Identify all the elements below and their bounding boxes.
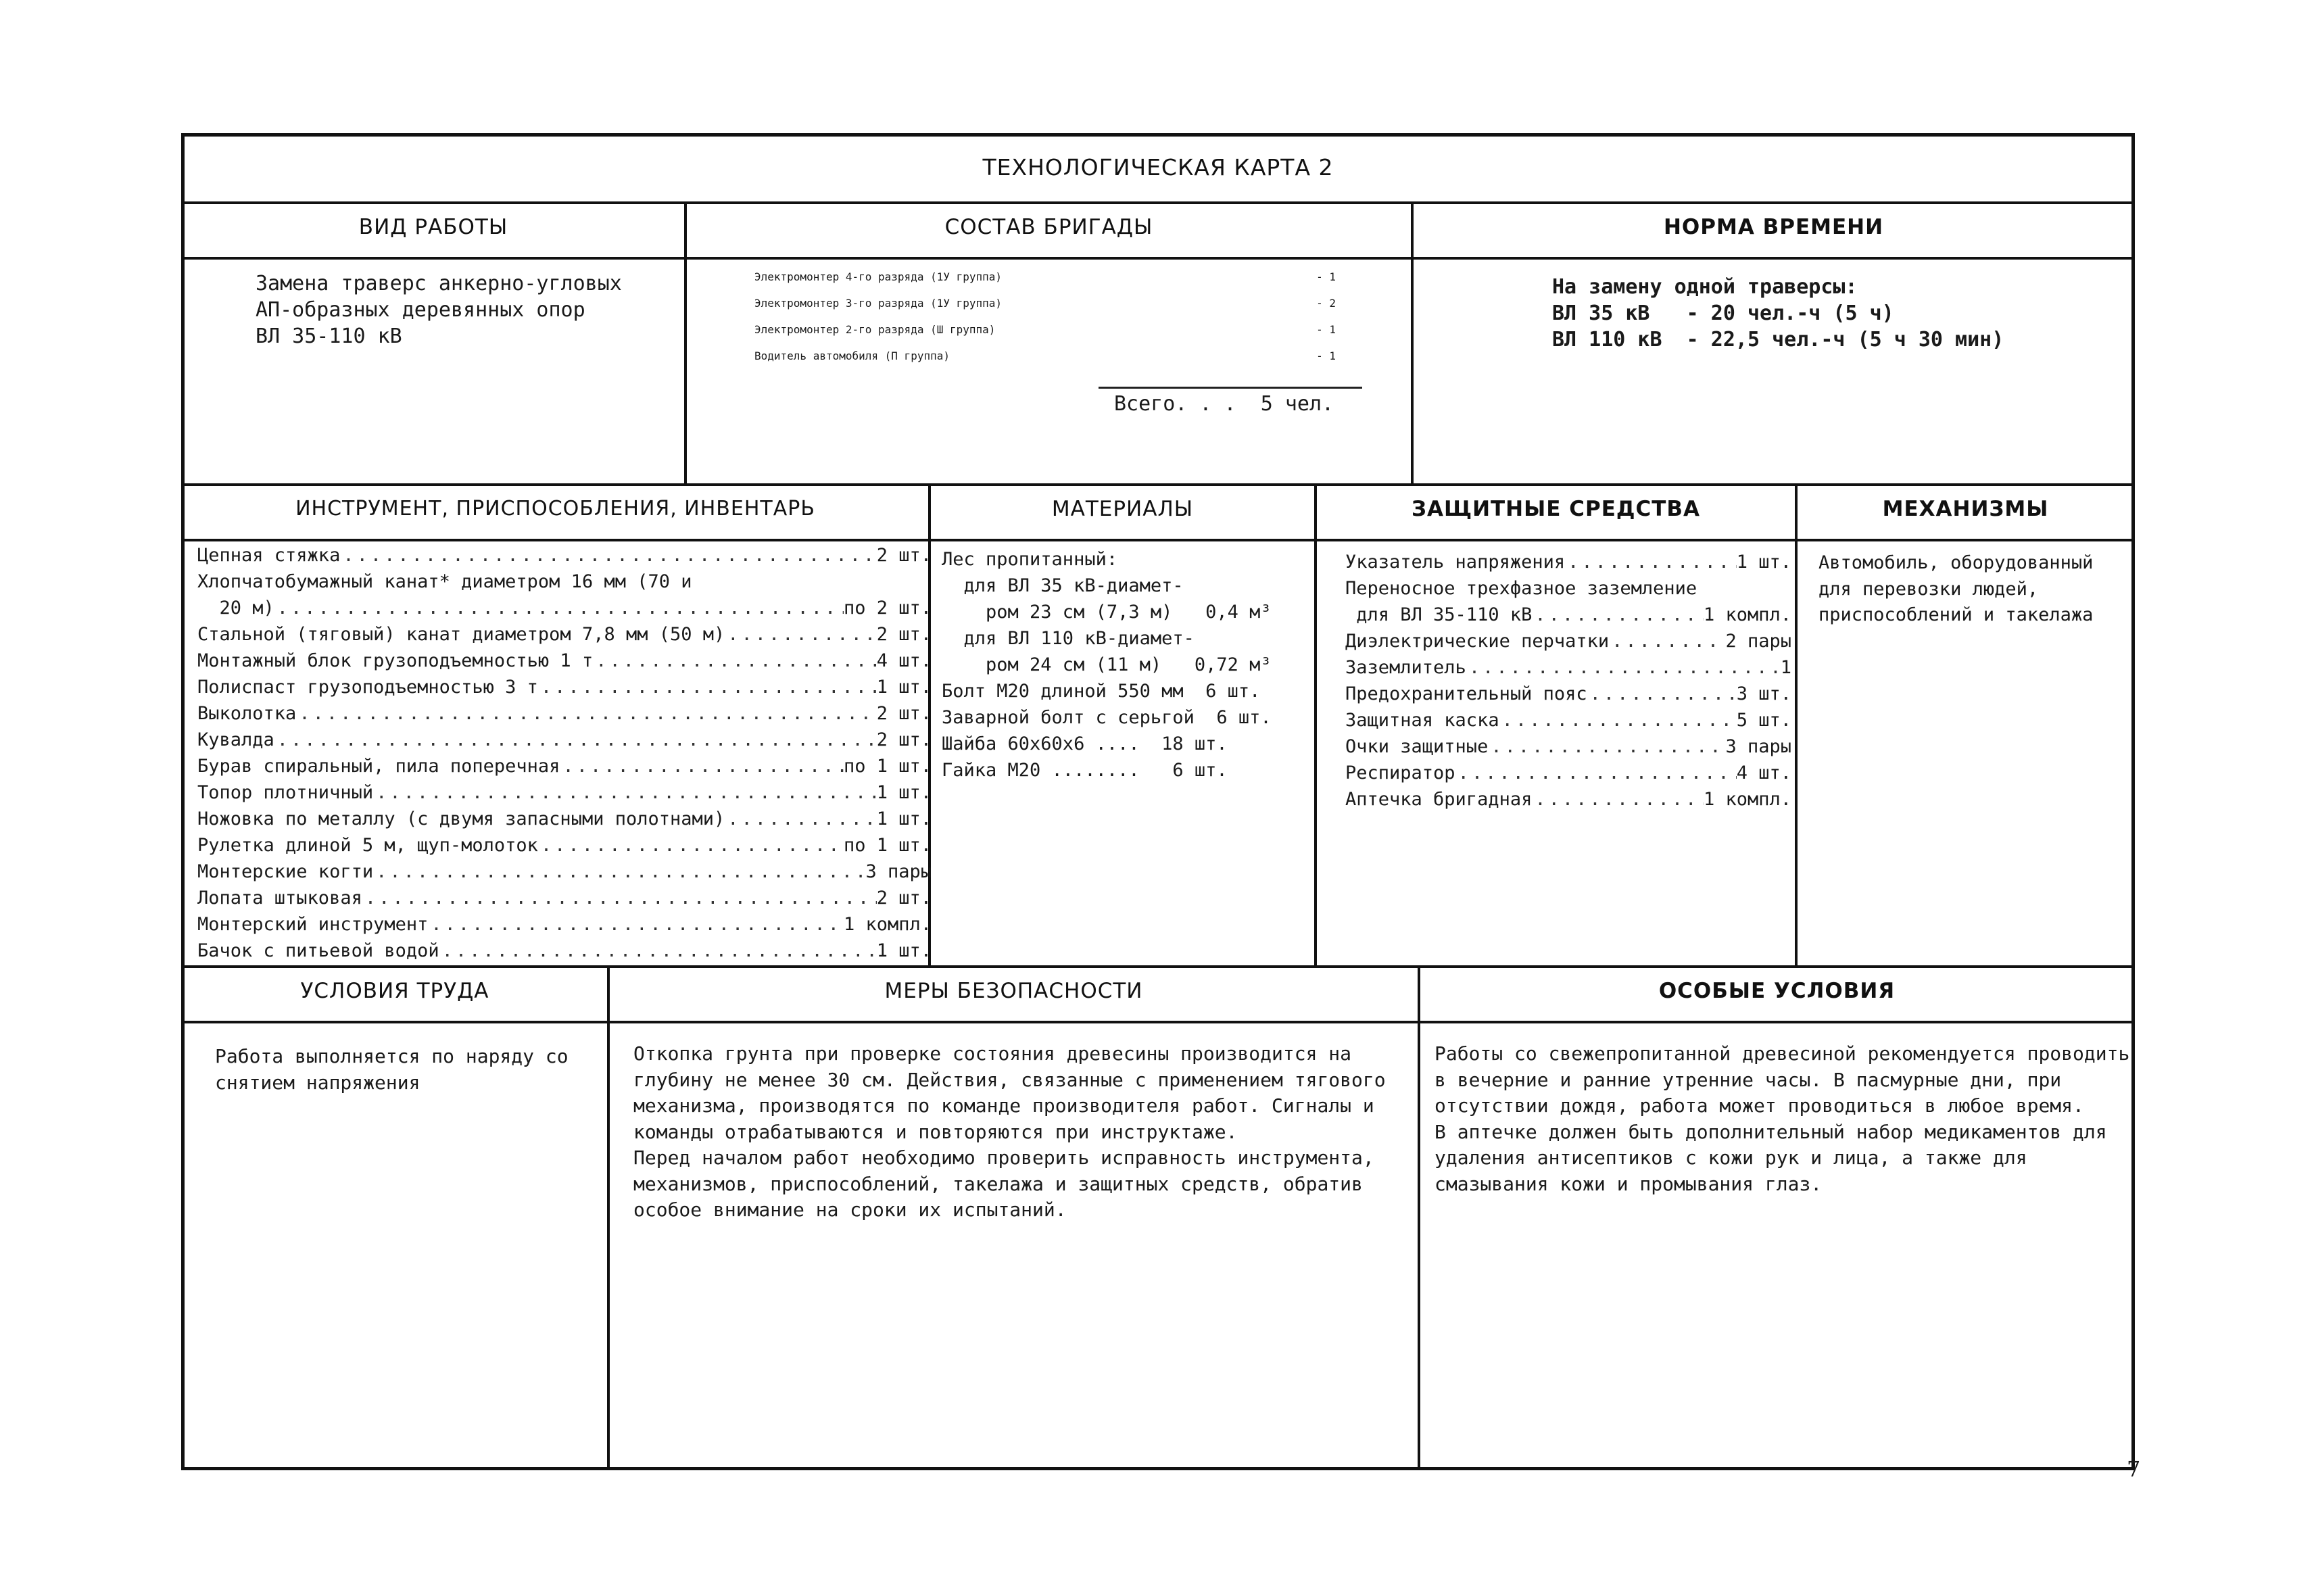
protection-item [1345,789,1791,815]
tool-name: Полиспаст грузоподъемностью 3 т [197,677,538,698]
header-time-norm: НОРМА ВРЕМЕНИ [1663,215,1884,239]
tool-qty: 1 шт. [876,808,932,829]
material-line: для ВЛ 35 кВ-диамет- [942,575,1184,596]
protection-qty: 1 компл. [1703,604,1791,625]
protection-item [1345,763,1791,789]
special-text [1435,1041,2131,1197]
tool-name: Цепная стяжка [197,545,341,566]
tool-qty: 2 шт. [876,624,932,645]
tool-qty: по 1 шт. [843,835,932,856]
time-norm-line: ВЛ 35 кВ - 20 чел.-ч (5 ч) [1552,301,1894,325]
tool-item [197,624,932,650]
materials-list [942,549,1272,786]
tool-name: Лопата штыковая [197,888,362,909]
protection-item [1345,552,1791,578]
protection-name: Аптечка бригадная [1345,789,1533,810]
protection-item [1345,578,1791,604]
tool-item [197,888,932,914]
crew-count: - 1 [1316,270,1336,283]
tool-name: Топор плотничный [197,782,374,803]
protection-qty: 2 пары [1725,631,1791,652]
tool-item [197,835,932,861]
tools-list [197,545,932,967]
protection-item [1345,604,1791,631]
tool-name: Выколотка [197,703,297,724]
tool-qty: 2 шт. [876,703,932,724]
tool-item [197,703,932,729]
header-safety: МЕРЫ БЕЗОПАСНОСТИ [884,979,1143,1003]
protection-name: Предохранительный пояс [1345,683,1587,704]
protection-item [1345,736,1791,763]
special-paragraph: В аптечке должен быть дополнительный набор медикаментов для удаления антисептиков с кожи рук и лица, а также для смазывания кожи и промывания глаз. [1435,1120,2107,1195]
special-paragraph: Работы со свежепропитанной древесиной рекомендуется проводить в вечерние и ранние утренние часы. В пасмурные дни, при отсутствии дождя, работа может проводиться в любое время. [1435,1042,2130,1117]
tool-name: Монтажный блок грузоподъемностью 1 т [197,650,594,671]
protection-qty: 1 компл. [1703,789,1791,810]
protection-item [1345,631,1791,657]
divider-mid-2 [1314,485,1317,967]
time-norm-line: ВЛ 110 кВ - 22,5 чел.-ч (5 ч 30 мин) [1552,328,2004,352]
material-line: Лес пропитанный: [942,549,1118,570]
tool-qty: 3 пары [865,861,932,882]
work-type-text [256,270,622,349]
tool-name: Монтерские когти [197,861,374,882]
tool-name: 20 м) [197,598,274,619]
crew-item [754,349,1336,376]
divider-mid-3 [1795,485,1798,967]
protection-name: Указатель напряжения [1345,552,1566,573]
tool-name: Монтерский инструмент [197,914,429,935]
safety-text [633,1041,1391,1224]
protection-name: Диэлектрические перчатки [1345,631,1610,652]
tool-name: Кувалда [197,729,274,750]
protection-qty: 5 шт. [1736,710,1791,731]
rule-below-bottom-headers [183,1021,2134,1023]
tool-qty: по 1 шт. [843,756,932,777]
protection-name: Заземлитель [1345,657,1466,678]
tool-qty: 1 шт. [876,677,932,698]
tool-name: Стальной (тяговый) канат диаметром 7,8 мм (50 м) [197,624,725,645]
conditions-text: Работа выполняется по наряду со снятием напряжения [215,1045,569,1094]
crew-total: Всего. . . 5 чел. [1114,392,1334,416]
tool-item [197,545,932,571]
crew-member: Электромонтер 2-го разряда (Ш группа) [754,323,996,336]
material-line: Болт М20 длиной 550 мм 6 шт. [942,681,1261,702]
header-crew: СОСТАВ БРИГАДЫ [944,215,1153,239]
tool-name: Хлопчатобумажный канат* диаметром 16 мм (70 и [197,571,692,592]
protection-qty: 4 шт. [1736,763,1791,783]
tool-qty: 4 шт. [876,650,932,671]
crew-member: Электромонтер 4-го разряда (1У группа) [754,270,1003,283]
protection-item [1345,683,1791,710]
work-type-line: Замена траверс анкерно-угловых [256,272,622,295]
divider-top-1 [684,203,687,485]
tool-item [197,808,932,835]
card-title: ТЕХНОЛОГИЧЕСКАЯ КАРТА 2 [982,154,1334,180]
tool-qty: 2 шт. [876,888,932,909]
protection-name: Переносное трехфазное заземление [1345,578,1697,599]
tool-qty: 1 шт. [876,940,932,961]
tool-item [197,571,932,598]
protection-name: Респиратор [1345,763,1455,783]
header-materials: МАТЕРИАЛЫ [1051,497,1194,521]
safety-paragraph: Перед началом работ необходимо проверить исправность инструмента, механизмов, приспособлений, такелажа и защитных средств, обратив особое внимание на сроки их испытаний. [633,1146,1374,1221]
crew-member: Водитель автомобиля (П группа) [754,349,950,362]
tool-item [197,940,932,967]
tool-item [197,782,932,808]
tool-name: Бурав спиральный, пила поперечная [197,756,560,777]
tool-item [197,914,932,940]
crew-item [754,270,1336,297]
crew-member: Электромонтер 3-го разряда (1У группа) [754,297,1003,310]
rule-top-section-end [183,483,2134,486]
material-line: ром 23 см (7,3 м) 0,4 м³ [942,602,1272,623]
mechanisms-text: Автомобиль, оборудованный для перевозки людей, приспособлений и такелажа [1818,552,2094,625]
tool-qty: 1 шт. [876,782,932,803]
tool-qty: по 2 шт. [843,598,932,619]
time-norm-line: На замену одной траверсы: [1552,275,1858,299]
crew-count: - 1 [1316,349,1336,362]
header-work-type: ВИД РАБОТЫ [358,215,508,239]
protection-qty: 3 шт. [1736,683,1791,704]
crew-count: - 2 [1316,297,1336,310]
divider-bottom-1 [607,967,610,1470]
material-line: Гайка М20 ........ 6 шт. [942,760,1228,781]
header-mechanisms: МЕХАНИЗМЫ [1882,497,2049,521]
crew-item [754,323,1336,349]
protection-qty: 1 [1780,657,1791,678]
tool-name: Рулетка длиной 5 м, щуп-молоток [197,835,538,856]
material-line: Шайба 60х60х6 .... 18 шт. [942,733,1228,754]
tool-item [197,677,932,703]
tool-item [197,650,932,677]
protection-name: для ВЛ 35-110 кВ [1345,604,1533,625]
protection-qty: 3 пары [1725,736,1791,757]
protection-item [1345,657,1791,683]
material-line: ром 24 см (11 м) 0,72 м³ [942,654,1272,675]
work-type-line: АП-образных деревянных опор [256,298,585,322]
page-number: 7 [2127,1456,2141,1482]
rule-below-mid-headers [183,539,2134,541]
divider-bottom-2 [1418,967,1420,1470]
crew-total-rule [1099,387,1362,389]
safety-paragraph: Откопка грунта при проверке состояния древесины производится на глубину не менее 30 см. Действия, связанные с применением тягового механизма, производятся по команде производителя работ. Сигналы и команды отрабатываются и повторяются при инструктаже. [633,1042,1386,1143]
tool-qty: 2 шт. [876,729,932,750]
tool-qty: 1 компл. [843,914,932,935]
time-norm-text [1552,274,2004,353]
header-conditions: УСЛОВИЯ ТРУДА [300,979,489,1003]
protection-name: Очки защитные [1345,736,1489,757]
header-tools: ИНСТРУМЕНТ, ПРИСПОСОБЛЕНИЯ, ИНВЕНТАРЬ [295,497,815,521]
tool-name: Ножовка по металлу (с двумя запасными полотнами) [197,808,725,829]
work-type-line: ВЛ 35-110 кВ [256,324,402,348]
tool-qty: 2 шт. [876,545,932,566]
rule-below-top-headers [183,257,2134,260]
tool-item [197,598,932,624]
protection-list [1345,552,1791,815]
tool-item [197,861,932,888]
tool-name: Бачок с питьевой водой [197,940,439,961]
material-line: Заварной болт с серьгой 6 шт. [942,707,1272,728]
material-line: для ВЛ 110 кВ-диамет- [942,628,1195,649]
crew-list [754,270,1336,376]
protection-qty: 1 шт. [1736,552,1791,573]
tool-item [197,729,932,756]
tool-item [197,756,932,782]
header-protection: ЗАЩИТНЫЕ СРЕДСТВА [1411,497,1700,521]
protection-name: Защитная каска [1345,710,1499,731]
rule-below-title [183,201,2134,204]
header-special: ОСОБЫЕ УСЛОВИЯ [1658,979,1896,1003]
divider-top-2 [1411,203,1414,485]
protection-item [1345,710,1791,736]
crew-count: - 1 [1316,323,1336,336]
crew-item [754,297,1336,323]
